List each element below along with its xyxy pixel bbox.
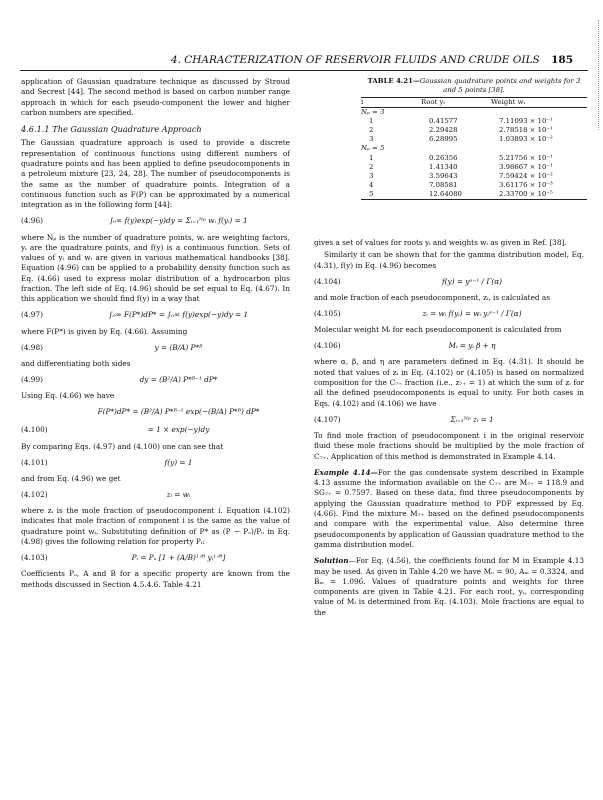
- group-np5-label: Nₚ = 5: [361, 144, 385, 153]
- equation-4-107: (4.107) Σᵢ₌₁ᴺᵖ zᵢ = 1: [314, 414, 494, 424]
- group-np3-label: Nₚ = 3: [361, 108, 385, 117]
- equation-4-102: (4.102) zᵢ = wᵢ: [21, 489, 191, 499]
- left-column: [21, 77, 290, 592]
- paragraph: and differentiating both sides: [21, 358, 131, 368]
- paragraph: gives a set of values for roots yᵢ and weights wᵢ as given in Ref. [38].: [314, 238, 567, 247]
- equation-4-103: (4.103) Pᵢ = Pₒ [1 + (A/B)¹ᐟᴮ yᵢ¹ᐟᴮ]: [21, 553, 226, 563]
- solution-paragraph: [314, 556, 584, 618]
- solution-text: —For Eq. (4.56), the coefficients found for M in Example 4.13 may be used. As given in Table 4.20 we have Mₒ = 90, Aₘ = 0.3324, and Bₘ = 1.096. Values of quadrature points and weights for three components are given in Table 4.21. For each root, yᵢ, corresponding value of Mᵢ is determined from Eq. (4.103). Mole fractions are equal to the: [314, 556, 584, 617]
- paragraph: The Gaussian quadrature approach is used to provide a discrete representation of continuous functions using different numbers of quadrature points and has been applied to define pseudocomponents in a petroleum mixture [23, 24, 28]. The number of pseudocomponents is the same as the number of quadrature points. Integration of a continuous function such as F(P) can be approximated by a numerical integration as in the following form [44]:: [21, 138, 290, 210]
- paragraph: By comparing Eqs. (4.97) and (4.100) one can see that: [21, 441, 224, 451]
- paragraph: and from Eq. (4.96) we get: [21, 473, 121, 483]
- example-title: Example 4.14—: [314, 467, 378, 477]
- table-row: 2 2.29428 2.78518 × 10⁻¹: [369, 126, 553, 135]
- paragraph: where Nₚ is the number of quadrature points, wᵢ are weighting factors, yᵢ are the quadrature points, and f(y) is a continuous function. Sets of values of yᵢ and wᵢ are given in various mathematical handbooks [38]. Equation (4.96) can be applied to a probability density function such as Eq. (4.66) used to express molar distribution of a hydrocarbon plus fraction. The left side of Eq. (4.96) should be set equal to Eq. (4.67). In this application we should find f(y) in a way that: [21, 232, 290, 304]
- paragraph: Similarly it can be shown that for the gamma distribution model, Eq. (4.31), f(y) in Eq. (4.96) becomes: [314, 250, 584, 270]
- paragraph: Using Eq. (4.66) we have: [21, 391, 115, 401]
- table-row: 2 1.41340 3.98667 × 10⁻¹: [369, 162, 553, 171]
- table-header-row: [361, 98, 587, 107]
- equation-4-106: (4.106) Mᵢ = yᵢ β + η: [314, 341, 496, 351]
- table-row: 4 7.08581 3.61176 × 10⁻³: [369, 180, 553, 189]
- equation-4-98: (4.98) y = (B/A) P*ᴮ: [21, 342, 203, 352]
- equation-4-101: (4.101) f(y) = 1: [21, 457, 193, 467]
- equation-4-100: (4.100) = 1 × exp(−y)dy: [21, 425, 210, 435]
- example-text: For the gas condensate system described in Example 4.13 assume the information available on the C₇₊ are M₇₊ = 118.9 and SG₇₊ = 0.7597. Based on these data, find three pseudocomponents by applying the Gaussian quadrature method to PDF expressed by Eq. (4.66). Find the mixture M₇₊ based on the defined pseudocomponents and compare with the experimental value. Also determine three pseudocomponents by application of Gaussian quadrature method to the gamma distribution model.: [314, 467, 584, 549]
- paragraph: where F(P*) is given by Eq. (4.66). Assuming: [21, 326, 188, 336]
- table-row: 5 12.64080 2.33700 × 10⁻⁵: [369, 189, 553, 198]
- equation-4-100a: F(P*)dP* = (B²/A) P*ᴮ⁻¹ exp(−(B/A) P*ᴮ) dP*: [97, 407, 260, 417]
- section-title: 4. CHARACTERIZATION OF RESERVOIR FLUIDS AND CRUDE OILS: [170, 54, 540, 66]
- paragraph: To find mole fraction of pseudocomponent i in the original reservoir fluid these mole fractions should be multiplied by the mole fraction of C₇₊. Application of this method is demonstrated in Example 4.14.: [314, 430, 584, 461]
- page-edge-marks: [598, 20, 600, 130]
- page-number: 185: [551, 54, 573, 66]
- col-root: Root yᵢ: [421, 98, 445, 106]
- table-row: 1 0.26356 5.21756 × 10⁻¹: [369, 153, 553, 162]
- table-caption: [361, 77, 587, 95]
- equation-4-97: (4.97) ∫₀∞ F(P*)dP* = ∫₀∞ f(y)exp(−y)dy = 1: [21, 310, 249, 320]
- table-row: 3 3.59643 7.59424 × 10⁻²: [369, 171, 553, 180]
- subsection-heading: 4.6.1.1 The Gaussian Quadrature Approach: [21, 124, 202, 135]
- table-row: 3 6.28995 1.03893 × 10⁻²: [369, 135, 553, 144]
- paragraph: Coefficients Pₒ, A and B for a specific property are known from the methods discussed in Section 4.5.4.6. Table 4.21: [21, 569, 290, 589]
- equation-4-104: (4.104) f(y) = yᵅ⁻¹ / Γ(α): [314, 276, 503, 286]
- example-paragraph: [314, 468, 584, 550]
- paragraph: and mole fraction of each pseudocomponent, zᵢ, is calculated as: [314, 292, 550, 302]
- right-column: [314, 238, 584, 620]
- solution-title: Solution: [314, 556, 349, 566]
- equation-4-99: (4.99) dy = (B²/A) P*ᴮ⁻¹ dP*: [21, 375, 218, 385]
- table-caption-label: TABLE 4.21—: [367, 77, 420, 85]
- equation-4-96: (4.96) ∫₀∞ f(y)exp(−y)dy = Σᵢ₌₁ᴺᵖ wᵢ f(yᵢ) = 1: [21, 216, 248, 226]
- paragraph: where α, β, and η are parameters defined in Eq. (4.31). It should be noted that values of zᵢ in Eq. (4.102) or (4.105) is based on normalized composition for the C₇₊ fraction (i.e., z₇₊ = 1) at which the sum of zᵢ for all the defined pseudocomponents is equal to unity. For both cases in Eqs. (4.102) and (4.106) we have: [314, 357, 584, 408]
- table-caption-text: Gaussian quadrature points and weights for 3 and 5 points [38].: [419, 77, 581, 94]
- paragraph: Molecular weight Mᵢ for each pseudocomponent is calculated from: [314, 325, 562, 335]
- paragraph: where zᵢ is the mole fraction of pseudocomponent i. Equation (4.102) indicates that mole fraction of component i is the same as the value of quadrature point wᵢ. Substituting definition of P* as (P − Pₒ)/Pₒ in Eq. (4.98) gives the following relation for property Pᵢ:: [21, 506, 290, 547]
- table-row: 1 0.41577 7.11093 × 10⁻¹: [369, 117, 553, 126]
- header-rule: [20, 70, 588, 71]
- col-i: i: [361, 98, 364, 106]
- paragraph: application of Gaussian quadrature technique as discussed by Stroud and Secrest [44]. The second method is based on carbon number range approach in which for each pseudo-component the lower and higher carbon numbers are specified.: [21, 77, 290, 117]
- col-weight: Weight wᵢ: [491, 98, 525, 106]
- table-4-21: [361, 77, 587, 200]
- running-header: [20, 54, 573, 66]
- equation-4-105: (4.105) zᵢ = wᵢ f(yᵢ) = wᵢ yᵢᵅ⁻¹ / Γ(α): [314, 309, 522, 319]
